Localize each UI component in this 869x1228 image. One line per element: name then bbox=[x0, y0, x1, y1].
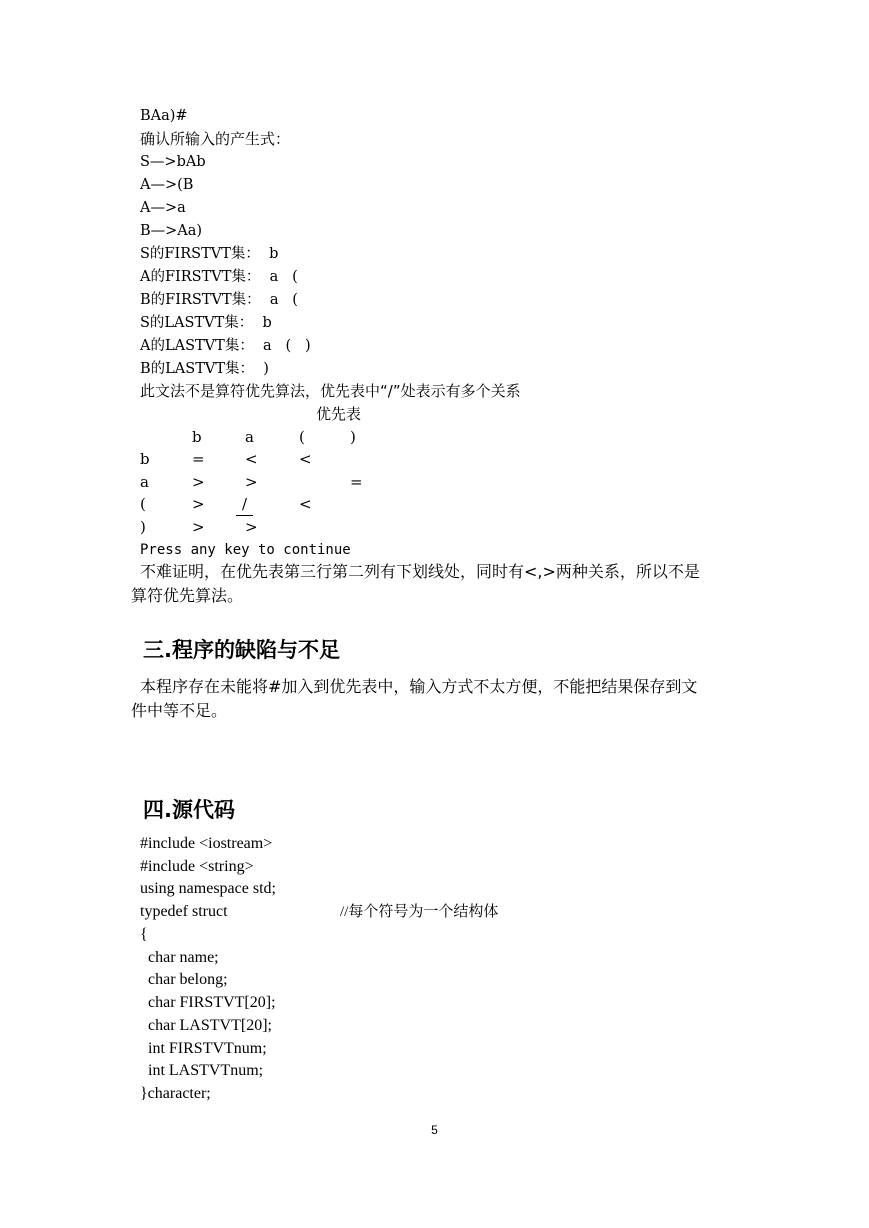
code-line: int FIRSTVTnum; bbox=[140, 1040, 267, 1057]
table-title: 优先表 bbox=[316, 405, 362, 423]
code-comment: //每个符号为一个结构体 bbox=[340, 904, 499, 920]
code-line: typedef struct bbox=[140, 903, 228, 920]
table-row-label: ( bbox=[140, 495, 146, 513]
code-line: #include <iostream> bbox=[140, 835, 273, 852]
table-cell: = bbox=[350, 473, 363, 491]
console-line: S—>bAb bbox=[140, 154, 206, 170]
console-line: A—>(B bbox=[140, 177, 194, 193]
table-cell: = bbox=[192, 450, 205, 468]
table-cell: > bbox=[192, 495, 205, 513]
section-heading: 三.程序的缺陷与不足 bbox=[143, 638, 340, 662]
table-cell: < bbox=[299, 495, 312, 513]
table-cell: < bbox=[299, 450, 312, 468]
code-line: { bbox=[140, 926, 148, 943]
code-line: char belong; bbox=[140, 971, 228, 988]
console-line: B的LASTVT集： ) bbox=[140, 361, 269, 377]
table-cell: < bbox=[245, 450, 258, 468]
table-row-label: a bbox=[140, 473, 149, 491]
table-row-label: b bbox=[140, 450, 150, 468]
console-line: A—>a bbox=[140, 200, 186, 216]
code-line: }character; bbox=[140, 1085, 211, 1102]
table-header-cell: b bbox=[192, 428, 202, 446]
table-cell: > bbox=[192, 518, 205, 536]
console-line: S的FIRSTVT集： b bbox=[140, 246, 279, 262]
console-line: B—>Aa) bbox=[140, 223, 203, 239]
code-line: char FIRSTVT[20]; bbox=[140, 994, 276, 1011]
code-line: char name; bbox=[140, 949, 219, 966]
press-key-line: Press any key to continue bbox=[140, 542, 351, 558]
explanation-line: 算符优先算法。 bbox=[131, 586, 244, 605]
table-header-cell: a bbox=[245, 428, 254, 446]
table-cell-conflict: / bbox=[236, 493, 253, 516]
explanation-line: 不难证明，在优先表第三行第二列有下划线处，同时有<,>两种关系，所以不是 bbox=[140, 562, 700, 581]
section-heading: 四.源代码 bbox=[143, 798, 235, 822]
console-line: S的LASTVT集： b bbox=[140, 315, 272, 331]
console-line: 此文法不是算符优先算法，优先表中“/”处表示有多个关系 bbox=[140, 382, 521, 400]
code-line: using namespace std; bbox=[140, 880, 276, 897]
console-line: BAa)# bbox=[140, 108, 188, 124]
table-cell: > bbox=[192, 473, 205, 491]
table-header-cell: ( bbox=[299, 428, 305, 446]
paragraph-line: 本程序存在未能将#加入到优先表中，输入方式不太方便，不能把结果保存到文 bbox=[140, 677, 698, 696]
console-line: B的FIRSTVT集： a ( bbox=[140, 292, 298, 308]
code-line: int LASTVTnum; bbox=[140, 1062, 264, 1079]
console-line: A的FIRSTVT集： a ( bbox=[140, 269, 298, 285]
console-line: 确认所输入的产生式： bbox=[140, 130, 291, 148]
table-header-cell: ) bbox=[350, 428, 356, 446]
code-line: #include <string> bbox=[140, 858, 254, 875]
paragraph-line: 件中等不足。 bbox=[131, 701, 228, 720]
table-cell: > bbox=[245, 473, 258, 491]
table-row-label: ) bbox=[140, 518, 146, 536]
page-number: 5 bbox=[431, 1123, 438, 1137]
console-line: A的LASTVT集： a ( ) bbox=[140, 338, 311, 354]
code-line: char LASTVT[20]; bbox=[140, 1017, 272, 1034]
table-cell: > bbox=[245, 518, 258, 536]
